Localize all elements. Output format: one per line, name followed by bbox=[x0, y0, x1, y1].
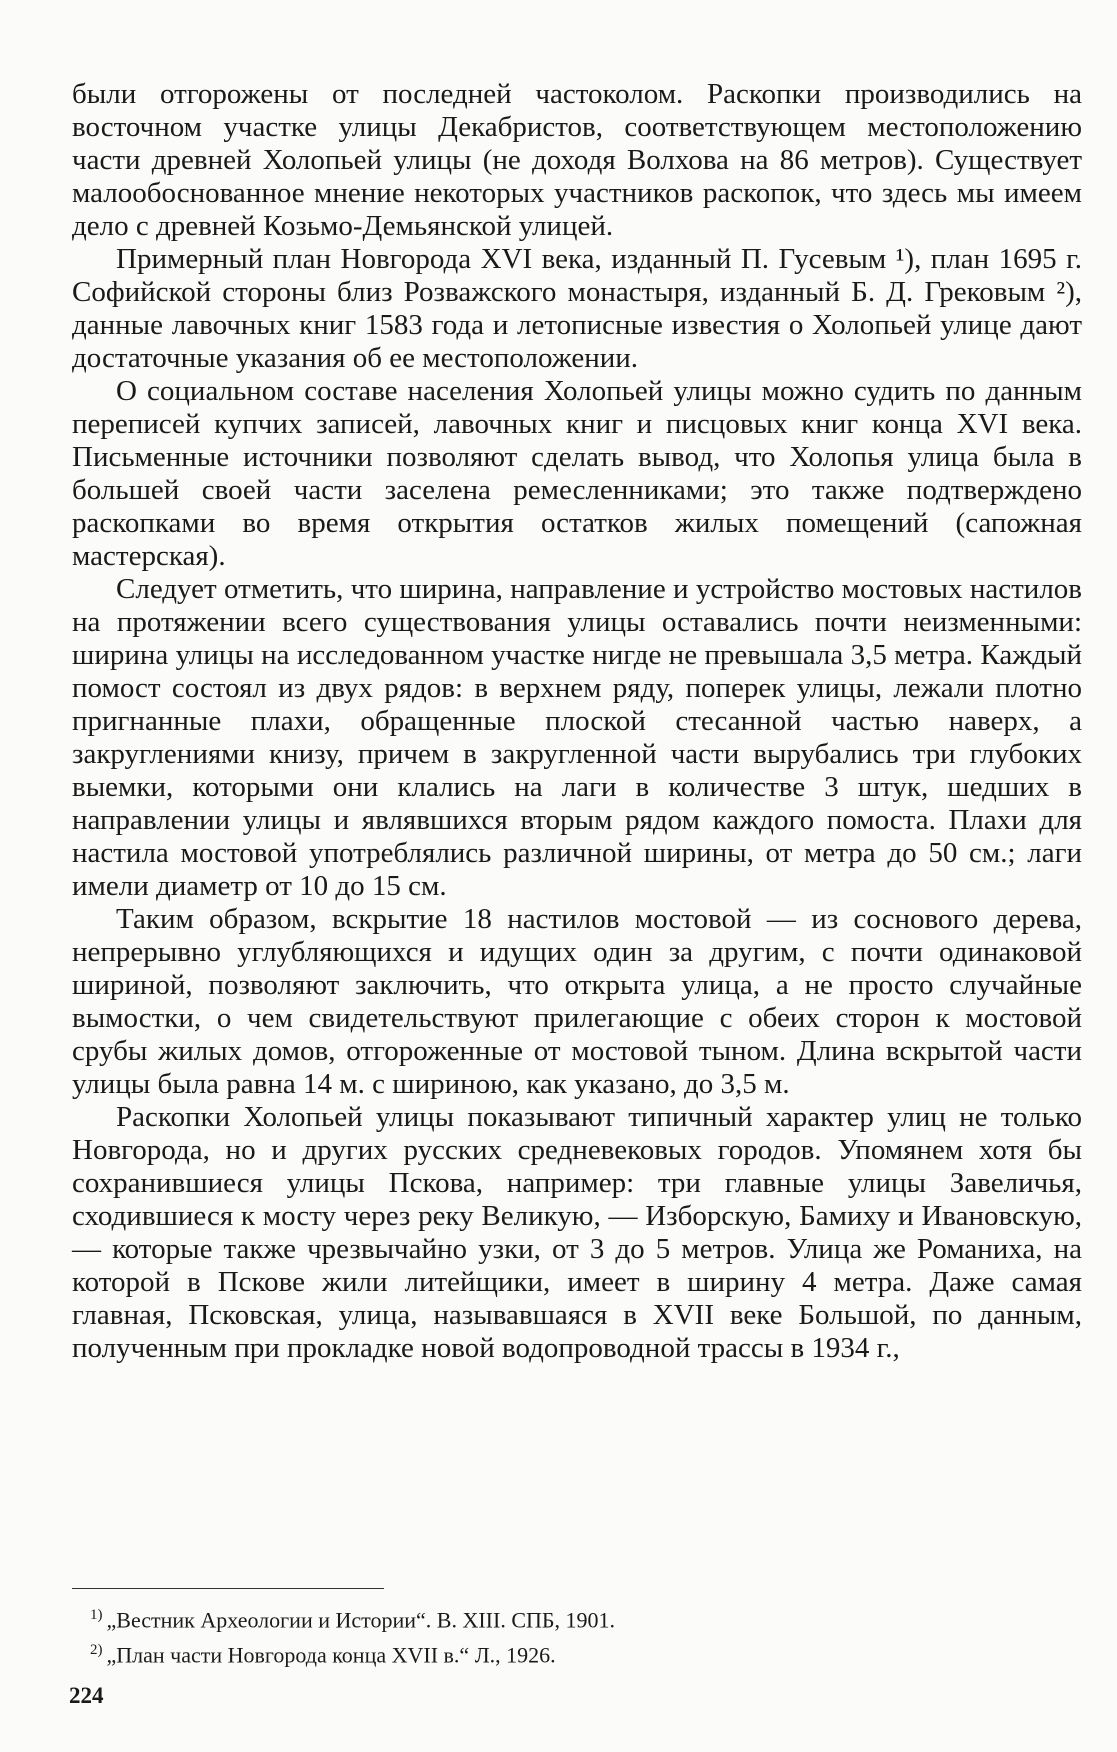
footnote-mark: 2) bbox=[90, 1642, 103, 1659]
paragraph: Таким образом, вскрытие 18 настилов мостовой — из соснового дерева, непрерывно углубляющихся и идущих один за другим, с почти одинаковой шириной, позволяют заключить, что открыта улица, а не просто случайные вымостки, о чем свидетельствуют прилегающие с обеих сторон к мостовой срубы жилых домов, отгороженные от мостовой тыном. Длина вскрытой части улицы была равна 14 м. с шириною, как указано, до 3,5 м. bbox=[72, 903, 1082, 1100]
paragraph: Раскопки Холопьей улицы показывают типичный характер улиц не только Новгорода, но и других русских средневековых городов. Упомянем хотя бы сохранившиеся улицы Пскова, например: три главные улицы Завеличья, сходившиеся к мосту через реку Великую, — Изборскую, Бамиху и Ивановскую, — которые также чрезвычайно узки, от 3 до 5 метров. Улица же Романиха, на которой в Пскове жили литейщики, имеет в ширину 4 метра. Даже самая главная, Псковская, улица, называвшаяся в XVII веке Большой, по данным, полученным при прокладке новой водопроводной трассы в 1934 г., bbox=[72, 1101, 1082, 1364]
paragraph: Примерный план Новгорода XVI века, изданный П. Гусевым ¹), план 1695 г. Софийской стороны близ Розважского монастыря, изданный Б. Д. Грековым ²), данные лавочных книг 1583 года и летописные известия о Холопьей улице дают достаточные указания об ее местоположении. bbox=[72, 243, 1082, 374]
page-number: 224 bbox=[69, 1683, 104, 1708]
footnote bbox=[90, 1635, 1070, 1670]
footnote-text: „План части Новгорода конца XVII в.“ Л., 1926. bbox=[106, 1642, 556, 1668]
footnote-mark: 1) bbox=[90, 1607, 103, 1623]
main-text bbox=[72, 78, 1082, 1365]
paragraph: были отгорожены от последней частоколом. Раскопки производились на восточном участке улицы Декабристов, соответствующем местоположению части древней Холопьей улицы (не доходя Волхова на 86 метров). Существует малообоснованное мнение некоторых участников раскопок, что здесь мы имеем дело с древней Козьмо-Демьянской улицей. bbox=[72, 78, 1082, 242]
paragraph: Следует отметить, что ширина, направление и устройство мостовых настилов на протяжении всего существования улицы оставались почти неизменными: ширина улицы на исследованном участке нигде не превышала 3,5 метра. Каждый помост состоял из двух рядов: в верхнем ряду, поперек улицы, лежали плотно пригнанные плахи, обращенные плоской стесанной частью наверх, а закруглениями книзу, причем в закругленной части вырубались три глубоких выемки, которыми они клались на лаги в количестве 3 штук, шедших в направлении улицы и являвшихся вторым рядом каждого помоста. Плахи для настила мостовой употреблялись различной ширины, от метра до 50 см.; лаги имели диаметр от 10 до 15 см. bbox=[72, 573, 1082, 902]
footnotes bbox=[90, 1600, 1070, 1671]
footnote bbox=[90, 1600, 1070, 1635]
paragraph: О социальном составе населения Холопьей улицы можно судить по данным переписей купчих записей, лавочных книг и писцовых книг конца XVI века. Письменные источники позволяют сделать вывод, что Холопья улица была в большей своей части заселена ремесленниками; это также подтверждено раскопками во время открытия остатков жилых помещений (сапожная мастерская). bbox=[72, 375, 1082, 572]
footnote-text: „Вестник Археологии и Истории“. В. XIII. СПБ, 1901. bbox=[106, 1607, 616, 1633]
footnote-divider bbox=[72, 1588, 384, 1589]
